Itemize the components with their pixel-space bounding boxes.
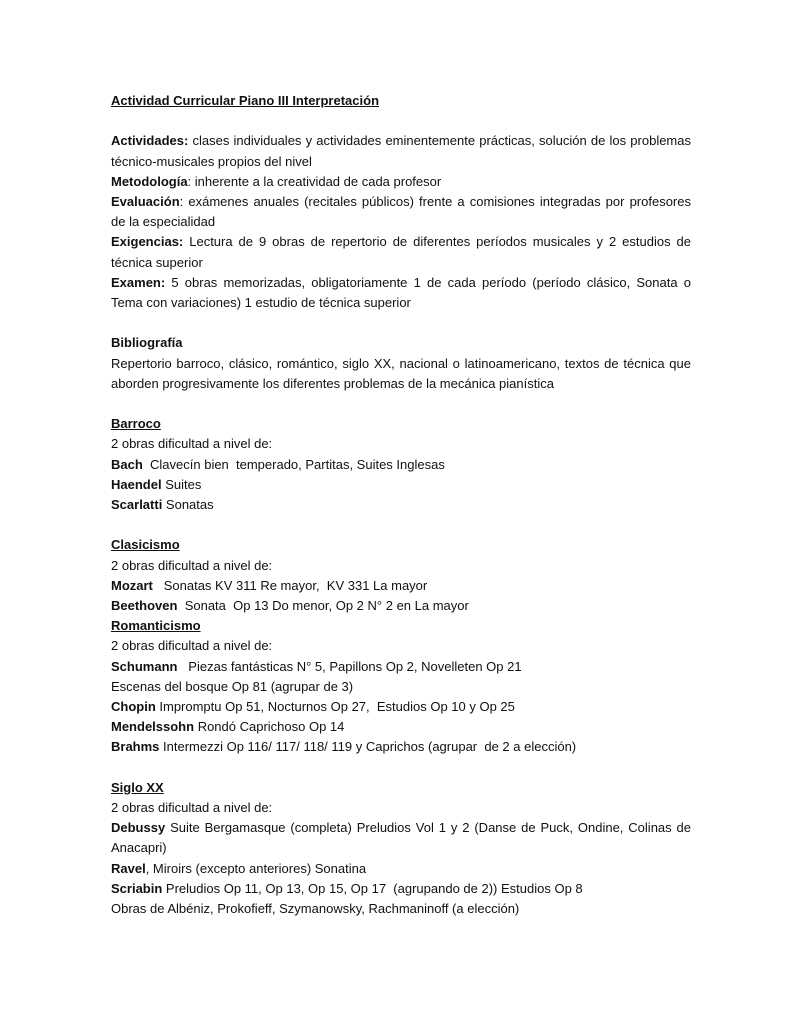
clasicismo-intro: 2 obras dificultad a nivel de:	[111, 557, 273, 573]
sigloxx-intro: 2 obras dificultad a nivel de:	[111, 800, 273, 816]
romanticismo-heading: Romanticismo	[111, 618, 201, 634]
works-text: , Miroirs (excepto anteriores) Sonatina	[145, 860, 367, 876]
works-text: Rondó Caprichoso Op 14	[194, 719, 345, 735]
composer-name: Scriabin	[111, 880, 163, 896]
composer-name: Beethoven	[111, 598, 178, 614]
actividades-paragraph	[111, 131, 691, 171]
metodologia-text: : inherente a la creatividad de cada profesor	[187, 173, 442, 189]
list-item	[111, 899, 691, 919]
list-item	[111, 818, 691, 858]
works-text: Intermezzi Op 116/ 117/ 118/ 119 y Caprichos (agrupar de 2 a elección)	[159, 739, 577, 755]
composer-name: Chopin	[111, 699, 156, 715]
works-text: Escenas del bosque Op 81 (agrupar de 3)	[111, 678, 354, 694]
list-item	[111, 657, 691, 677]
clasicismo-heading: Clasicismo	[111, 537, 180, 553]
works-text: Sonata Op 13 Do menor, Op 2 N° 2 en La mayor	[177, 598, 469, 614]
works-text: Piezas fantásticas N° 5, Papillons Op 2, Novelleten Op 21	[177, 658, 522, 674]
works-text: Suite Bergamasque (completa) Preludios Vol 1 y 2 (Danse de Puck, Ondine, Colinas de Anacapri)	[111, 820, 691, 856]
actividades-text: clases individuales y actividades eminentemente prácticas, solución de los problemas técnico-musicales propios del nivel	[111, 133, 691, 169]
examen-text: 5 obras memorizadas, obligatoriamente 1 de cada período (período clásico, Sonata o Tema con variaciones) 1 estudio de técnica superior	[111, 274, 691, 311]
document-page	[111, 91, 691, 919]
list-item	[111, 879, 691, 899]
evaluacion-label: Evaluación	[111, 194, 180, 209]
composer-name: Mozart	[111, 577, 153, 593]
list-item	[111, 697, 691, 717]
metodologia-label: Metodología	[111, 173, 188, 189]
list-item	[111, 596, 691, 616]
list-item	[111, 455, 691, 475]
composer-name: Scarlatti	[111, 497, 163, 513]
actividades-label: Actividades:	[111, 133, 189, 149]
bibliografia-heading: Bibliografía	[111, 335, 183, 351]
works-text: Obras de Albéniz, Prokofieff, Szymanowsky, Rachmaninoff (a elección)	[111, 901, 520, 917]
composer-name: Mendelssohn	[111, 719, 195, 735]
works-text: Sonatas	[162, 497, 214, 513]
evaluacion-text: : exámenes anuales (recitales públicos) frente a comisiones integradas por profesores de la especialidad	[111, 194, 691, 230]
composer-name: Haendel	[111, 476, 162, 492]
list-item	[111, 677, 691, 697]
works-text: Impromptu Op 51, Nocturnos Op 27, Estudios Op 10 y Op 25	[155, 699, 515, 715]
evaluacion-paragraph	[111, 192, 691, 232]
list-item	[111, 475, 691, 495]
exigencias-text: Lectura de 9 obras de repertorio de diferentes períodos musicales y 2 estudios de técnica superior	[111, 234, 691, 270]
barroco-heading: Barroco	[111, 416, 161, 432]
exigencias-label: Exigencias:	[111, 234, 184, 250]
document-title: Actividad Curricular Piano III Interpretación	[111, 93, 380, 108]
works-text: Clavecín bien temperado, Partitas, Suites Inglesas	[142, 456, 445, 472]
works-text: Sonatas KV 311 Re mayor, KV 331 La mayor	[152, 577, 428, 593]
sigloxx-heading: Siglo XX	[111, 779, 164, 795]
composer-name: Bach	[111, 456, 143, 472]
list-item	[111, 717, 691, 737]
list-item	[111, 495, 691, 515]
works-text: Suites	[161, 476, 202, 492]
composer-name: Ravel	[111, 860, 146, 876]
list-item	[111, 859, 691, 879]
composer-name: Schumann	[111, 658, 178, 674]
bibliografia-text: Repertorio barroco, clásico, romántico, siglo XX, nacional o latinoamericano, textos de técnica que aborden progresivamente los diferentes problemas de la mecánica pianística	[111, 355, 691, 391]
list-item	[111, 576, 691, 596]
works-text: Preludios Op 11, Op 13, Op 15, Op 17 (agrupando de 2)) Estudios Op 8	[162, 880, 583, 896]
metodologia-paragraph	[111, 172, 691, 192]
examen-paragraph	[111, 273, 691, 313]
barroco-intro: 2 obras dificultad a nivel de:	[111, 436, 273, 452]
examen-label: Examen:	[111, 274, 166, 290]
list-item	[111, 737, 691, 757]
composer-name: Debussy	[111, 820, 166, 836]
composer-name: Brahms	[111, 739, 160, 755]
romanticismo-intro: 2 obras dificultad a nivel de:	[111, 638, 273, 654]
exigencias-paragraph	[111, 232, 691, 272]
